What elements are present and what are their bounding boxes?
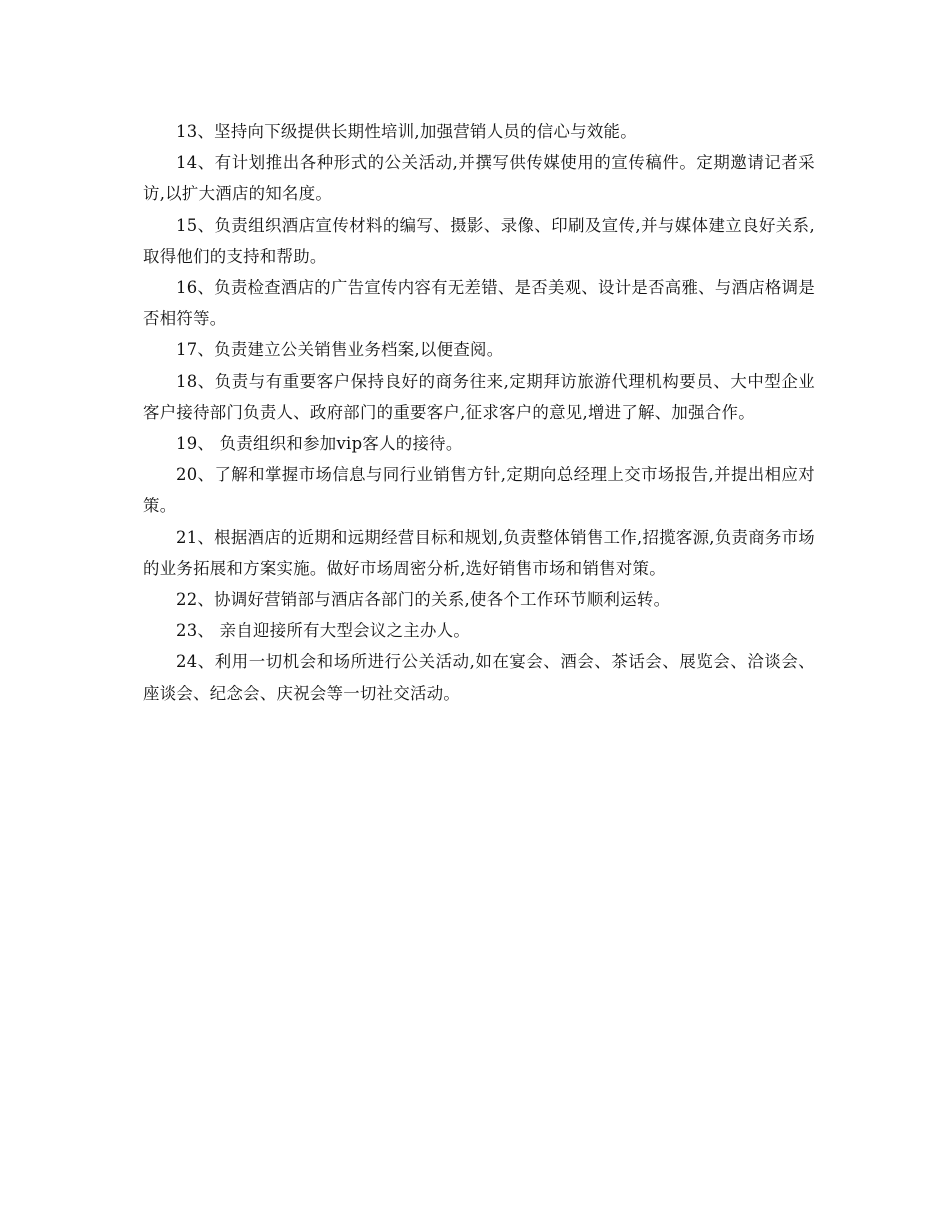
paragraph-23: 23、 亲自迎接所有大型会议之主办人。 (176, 621, 471, 641)
paragraph-21: 21、根据酒店的近期和远期经营目标和规划,负责整体销售工作,招揽客源,负责商务市场的业务拓展和方案实施。做好市场周密分析,选好销售市场和销售对策。 (143, 527, 815, 578)
paragraph-18: 18、负责与有重要客户保持良好的商务往来,定期拜访旅游代理机构要员、大中型企业客户接待部门负责人、政府部门的重要客户,征求客户的意见,增进了解、加强合作。 (143, 371, 815, 422)
paragraph-19: 19、 负责组织和参加vip客人的接待。 (176, 434, 463, 454)
paragraph-22: 22、协调好营销部与酒店各部门的关系,使各个工作环节顺利运转。 (176, 590, 671, 610)
paragraph-20: 20、了解和掌握市场信息与同行业销售方针,定期向总经理上交市场报告,并提出相应对策。 (143, 465, 815, 516)
paragraph-17: 17、负责建立公关销售业务档案,以便查阅。 (176, 340, 504, 360)
paragraph-13: 13、坚持向下级提供长期性培训,加强营销人员的信心与效能。 (176, 122, 637, 141)
paragraph-24: 24、利用一切机会和场所进行公关活动,如在宴会、酒会、茶话会、展览会、洽谈会、座谈会、纪念会、庆祝会等一切社交活动。 (143, 652, 815, 703)
paragraph-16: 16、负责检查酒店的广告宣传内容有无差错、是否美观、设计是否高雅、与酒店格调是否相符等。 (143, 278, 816, 329)
document-body (143, 116, 815, 709)
paragraph-14: 14、有计划推出各种形式的公关活动,并撰写供传媒使用的宣传稿件。定期邀请记者采访,以扩大酒店的知名度。 (143, 153, 815, 204)
paragraph-15: 15、负责组织酒店宣传材料的编写、摄影、录像、印刷及宣传,并与媒体建立良好关系,取得他们的支持和帮助。 (143, 215, 815, 266)
